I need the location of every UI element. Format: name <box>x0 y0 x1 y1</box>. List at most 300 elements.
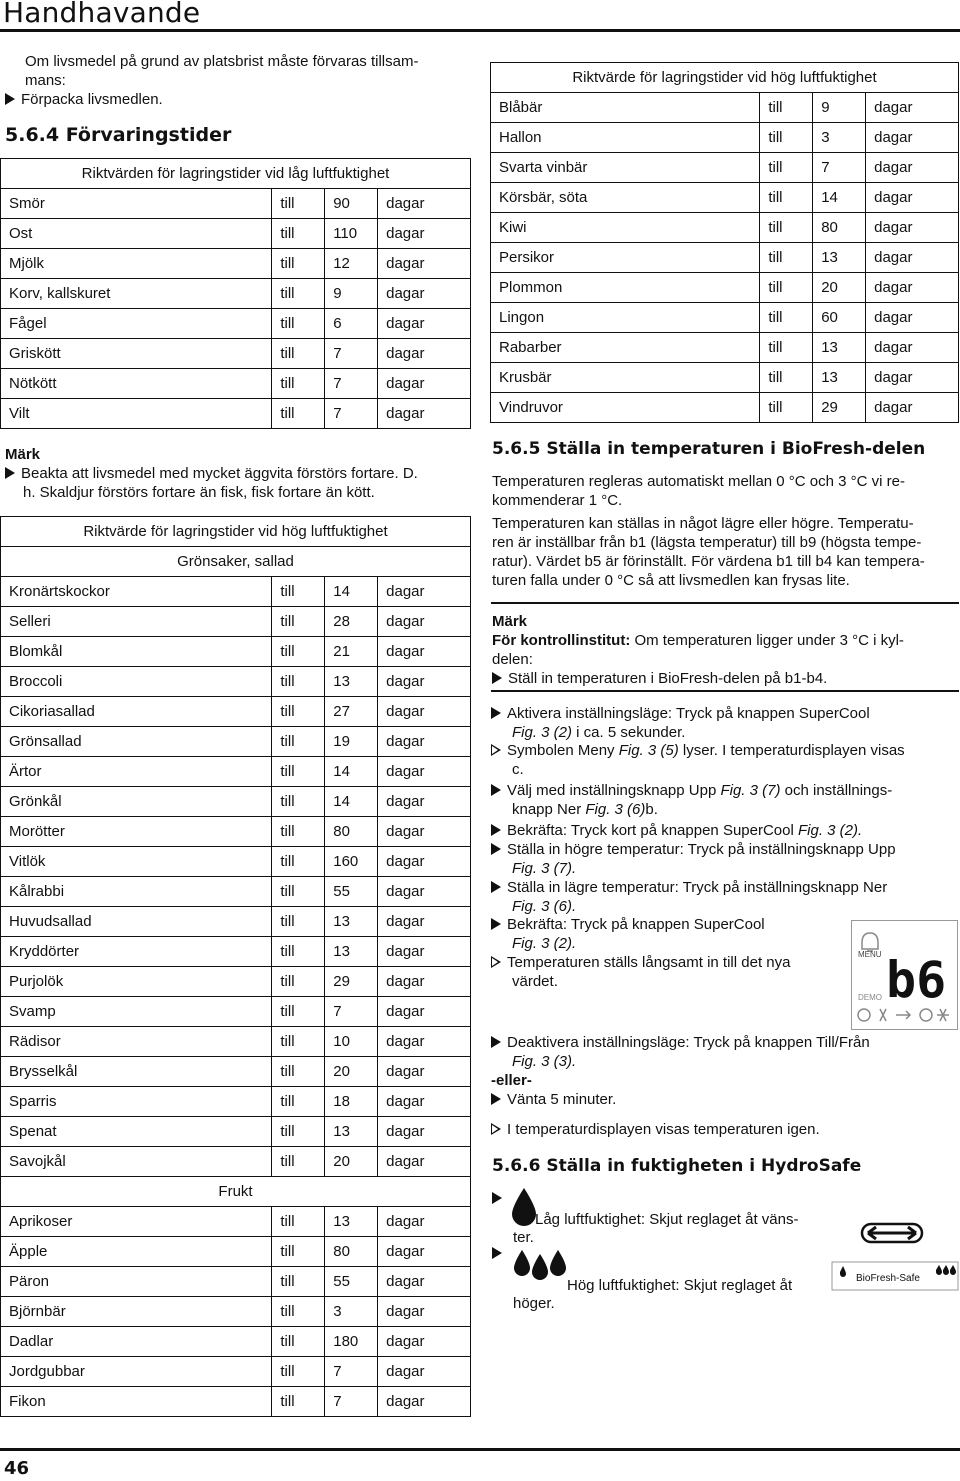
table-row <box>1 697 471 727</box>
cell-till: till <box>760 363 813 393</box>
display-menu-label: MENU <box>858 950 882 959</box>
cell-name: Grönsallad <box>1 727 272 757</box>
cell-till: till <box>760 303 813 333</box>
cell-num: 13 <box>325 1117 378 1147</box>
step-text: knapp Ner <box>512 801 586 818</box>
cell-name: Äpple <box>1 1237 272 1267</box>
cell-till: till <box>272 1207 325 1237</box>
cell-name: Brysselkål <box>1 1057 272 1087</box>
cell-name: Purjolök <box>1 967 272 997</box>
intro-text <box>25 52 475 90</box>
cell-name: Vindruvor <box>491 393 760 423</box>
cell-name: Fikon <box>1 1387 272 1417</box>
section-title-566: 5.6.6 Ställa in fuktigheten i HydroSafe <box>492 1156 862 1176</box>
table-row <box>1 1207 471 1237</box>
cell-num: 3 <box>325 1297 378 1327</box>
header-rule <box>0 29 960 32</box>
low-table-title: Riktvärden för lagringstider vid låg luftfuktighet <box>1 159 471 189</box>
berry-table-title: Riktvärde för lagringstider vid hög luftfuktighet <box>491 63 959 93</box>
cell-till: till <box>272 219 325 249</box>
cell-unit: dagar <box>378 1237 471 1267</box>
cell-unit: dagar <box>866 243 959 273</box>
table-row <box>491 333 959 363</box>
step-text: Temperaturen ställs långsamt in till det nya <box>507 954 791 971</box>
cell-till: till <box>272 1267 325 1297</box>
action-arrow-icon <box>492 672 502 684</box>
step-text: Symbolen Meny <box>507 742 619 759</box>
cell-num: 13 <box>813 363 866 393</box>
table-row <box>1 907 471 937</box>
display-value: b6 <box>886 951 947 1009</box>
s565-p1-line: kommenderar 1 °C. <box>492 492 623 509</box>
cell-till: till <box>272 1297 325 1327</box>
cell-num: 20 <box>813 273 866 303</box>
cell-name: Morötter <box>1 817 272 847</box>
cell-unit: dagar <box>378 967 471 997</box>
note-rest: Om temperaturen ligger under 3 °C i kyl- <box>630 632 904 649</box>
result-arrow-icon <box>491 956 501 968</box>
cell-num: 20 <box>325 1147 378 1177</box>
cell-till: till <box>272 1327 325 1357</box>
cell-till: till <box>272 309 325 339</box>
cell-name: Sparris <box>1 1087 272 1117</box>
cell-num: 20 <box>325 1057 378 1087</box>
fig-ref: Fig. 3 (6). <box>512 898 577 915</box>
cell-unit: dagar <box>378 757 471 787</box>
step-2 <box>491 741 959 779</box>
cell-name: Björnbär <box>1 1297 272 1327</box>
cell-name: Rabarber <box>491 333 760 363</box>
cell-name: Körsbär, söta <box>491 183 760 213</box>
table-row <box>1 607 471 637</box>
cell-unit: dagar <box>378 1117 471 1147</box>
cell-name: Kålrabbi <box>1 877 272 907</box>
cell-num: 180 <box>325 1327 378 1357</box>
cell-name: Grönkål <box>1 787 272 817</box>
cell-num: 9 <box>325 279 378 309</box>
drop-icon <box>510 1186 538 1226</box>
cell-till: till <box>272 1057 325 1087</box>
cell-name: Ost <box>1 219 272 249</box>
cell-num: 7 <box>325 339 378 369</box>
table-row <box>1 877 471 907</box>
key-icon <box>896 1011 910 1019</box>
cell-unit: dagar <box>378 667 471 697</box>
cell-name: Selleri <box>1 607 272 637</box>
table-row <box>491 303 959 333</box>
cell-unit: dagar <box>866 183 959 213</box>
table-row <box>1 577 471 607</box>
s565-p2-line: turen falla under 0 °C så att livsmedlen kan frysas lite. <box>492 572 850 589</box>
table-row <box>1 1147 471 1177</box>
table-row <box>1 757 471 787</box>
cell-num: 55 <box>325 1267 378 1297</box>
cell-till: till <box>760 153 813 183</box>
cell-name: Hallon <box>491 123 760 153</box>
table-row <box>1 309 471 339</box>
cell-till: till <box>272 847 325 877</box>
cell-num: 27 <box>325 697 378 727</box>
cell-num: 80 <box>325 1237 378 1267</box>
cell-unit: dagar <box>378 1327 471 1357</box>
cell-num: 13 <box>813 333 866 363</box>
cell-unit: dagar <box>378 847 471 877</box>
step-5 <box>491 840 959 878</box>
step-text: Aktivera inställningsläge: Tryck på knappen SuperCool <box>507 705 870 722</box>
cell-till: till <box>760 123 813 153</box>
s565-p2-line: ratur). Värdet b5 är förinställt. För värdena b1 till b4 kan tempera- <box>492 553 925 570</box>
cell-unit: dagar <box>378 877 471 907</box>
cell-unit: dagar <box>866 393 959 423</box>
cell-till: till <box>272 339 325 369</box>
fig-ref: Fig. 3 (2). <box>797 822 863 839</box>
at-icon <box>920 1009 932 1021</box>
intro-action <box>5 90 163 109</box>
cell-unit: dagar <box>378 339 471 369</box>
cell-name: Mjölk <box>1 249 272 279</box>
cell-till: till <box>272 907 325 937</box>
cell-num: 3 <box>813 123 866 153</box>
cell-name: Svamp <box>1 997 272 1027</box>
cell-name: Kronärtskockor <box>1 577 272 607</box>
cell-till: till <box>272 249 325 279</box>
cell-till: till <box>760 273 813 303</box>
cell-num: 6 <box>325 309 378 339</box>
cell-num: 12 <box>325 249 378 279</box>
table-row <box>1 1267 471 1297</box>
step-10 <box>491 1090 959 1109</box>
cell-till: till <box>272 937 325 967</box>
cell-name: Kryddörter <box>1 937 272 967</box>
cell-till: till <box>272 1237 325 1267</box>
table-row <box>1 339 471 369</box>
table-row <box>1 369 471 399</box>
action-arrow-icon <box>491 881 501 893</box>
cell-num: 14 <box>325 787 378 817</box>
table-row <box>1 1117 471 1147</box>
cell-num: 21 <box>325 637 378 667</box>
note-bold: För kontrollinstitut: <box>492 632 631 649</box>
cell-unit: dagar <box>378 1207 471 1237</box>
table-row <box>491 153 959 183</box>
cell-num: 14 <box>325 757 378 787</box>
step-3 <box>491 781 959 819</box>
note-label: Märk <box>5 446 41 463</box>
page-title: Handhavande <box>3 0 201 29</box>
fig-ref: Fig. 3 (6) <box>585 801 646 818</box>
action-arrow-icon <box>491 824 501 836</box>
cell-num: 13 <box>813 243 866 273</box>
high-humidity-text-2: höger. <box>513 1295 555 1312</box>
step-text: Bekräfta: Tryck på knappen SuperCool <box>507 916 765 933</box>
action-arrow-icon <box>5 93 15 105</box>
cell-num: 7 <box>813 153 866 183</box>
cell-till: till <box>760 393 813 423</box>
s565-para-2 <box>492 514 960 590</box>
cell-num: 13 <box>325 1207 378 1237</box>
cell-name: Lingon <box>491 303 760 333</box>
low-humidity-line: Låg luftfuktighet: Skjut reglaget åt väns- <box>535 1211 799 1228</box>
cell-unit: dagar <box>378 577 471 607</box>
cell-name: Korv, kallskuret <box>1 279 272 309</box>
slider-label: BioFresh-Safe <box>856 1273 920 1284</box>
cell-till: till <box>272 189 325 219</box>
cell-till: till <box>760 213 813 243</box>
action-arrow-icon <box>491 1036 501 1048</box>
cell-till: till <box>272 667 325 697</box>
s565-para-1 <box>492 472 960 510</box>
step-text: I temperaturdisplayen visas temperaturen igen. <box>507 1121 820 1138</box>
cell-num: 14 <box>813 183 866 213</box>
snow-icon <box>937 1009 949 1021</box>
table-row <box>1 727 471 757</box>
cell-till: till <box>272 997 325 1027</box>
veg-subheader: Grönsaker, sallad <box>1 547 471 577</box>
table-subheader-row <box>1 1177 471 1207</box>
or-text: -eller- <box>491 1072 532 1089</box>
cell-unit: dagar <box>378 997 471 1027</box>
table-row <box>1 637 471 667</box>
cell-till: till <box>272 1027 325 1057</box>
intro-line-1: Om livsmedel på grund av platsbrist måste förvaras tillsam- <box>25 53 419 70</box>
cell-till: till <box>272 577 325 607</box>
cell-till: till <box>272 1087 325 1117</box>
cell-num: 29 <box>325 967 378 997</box>
result-arrow-icon <box>491 1123 501 1135</box>
fig-ref: Fig. 3 (5) <box>618 742 679 759</box>
cell-name: Krusbär <box>491 363 760 393</box>
step-11 <box>491 1120 959 1139</box>
cell-unit: dagar <box>378 219 471 249</box>
action-arrow-icon <box>491 918 501 930</box>
table-row <box>1 967 471 997</box>
step-8 <box>491 953 851 991</box>
cell-num: 7 <box>325 1357 378 1387</box>
cell-num: 55 <box>325 877 378 907</box>
high-table-title: Riktvärde för lagringstider vid hög luftfuktighet <box>1 517 471 547</box>
s565-p2-line: Temperaturen kan ställas in något lägre eller högre. Temperatu- <box>492 515 914 532</box>
step-text: Vänta 5 minuter. <box>507 1091 617 1108</box>
cell-name: Vilt <box>1 399 272 429</box>
cell-till: till <box>272 967 325 997</box>
cell-till: till <box>272 757 325 787</box>
cell-unit: dagar <box>866 273 959 303</box>
cell-name: Vitlök <box>1 847 272 877</box>
cell-num: 7 <box>325 399 378 429</box>
table-row <box>1 787 471 817</box>
cell-unit: dagar <box>866 123 959 153</box>
cell-unit: dagar <box>866 303 959 333</box>
action-arrow-icon <box>491 843 501 855</box>
step-text: Bekräfta: Tryck kort på knappen SuperCool <box>507 822 798 839</box>
note-right-text <box>492 631 960 688</box>
cell-num: 19 <box>325 727 378 757</box>
cell-unit: dagar <box>378 1267 471 1297</box>
table-subheader-row <box>1 547 471 577</box>
cell-name: Smör <box>1 189 272 219</box>
cell-num: 60 <box>813 303 866 333</box>
hydrosafe-slider <box>830 1216 960 1296</box>
note-line2: delen: <box>492 651 533 668</box>
table-row <box>491 273 959 303</box>
footer-rule <box>0 1448 960 1451</box>
cell-num: 80 <box>813 213 866 243</box>
cell-unit: dagar <box>378 1387 471 1417</box>
display-svg <box>852 921 957 1029</box>
cell-till: till <box>272 607 325 637</box>
step-text: värdet. <box>512 973 558 990</box>
cell-num: 160 <box>325 847 378 877</box>
cell-till: till <box>272 697 325 727</box>
cell-num: 90 <box>325 189 378 219</box>
cell-unit: dagar <box>378 399 471 429</box>
table-header-row <box>1 517 471 547</box>
table-row <box>1 219 471 249</box>
table-row <box>1 817 471 847</box>
cell-unit: dagar <box>378 309 471 339</box>
cell-unit: dagar <box>378 637 471 667</box>
table-row <box>1 847 471 877</box>
cell-till: till <box>272 369 325 399</box>
step-text: Välj med inställningsknapp Upp <box>507 782 721 799</box>
cell-name: Savojkål <box>1 1147 272 1177</box>
cell-unit: dagar <box>866 153 959 183</box>
cell-till: till <box>272 877 325 907</box>
table-row <box>491 213 959 243</box>
cell-name: Aprikoser <box>1 1207 272 1237</box>
cell-name: Cikoriasallad <box>1 697 272 727</box>
result-arrow-icon <box>491 744 501 756</box>
step-7 <box>491 915 851 953</box>
cell-unit: dagar <box>378 1297 471 1327</box>
action-arrow-icon <box>491 784 501 796</box>
fig-ref: Fig. 3 (2) <box>512 724 573 741</box>
cell-unit: dagar <box>378 817 471 847</box>
cell-name: Blomkål <box>1 637 272 667</box>
step-text: och inställnings- <box>780 782 893 799</box>
step-4 <box>491 821 959 840</box>
cell-till: till <box>760 333 813 363</box>
step-1 <box>491 704 959 742</box>
step-9 <box>491 1033 959 1071</box>
berry-table <box>490 62 959 423</box>
intro-line-2: mans: <box>25 72 66 89</box>
cell-unit: dagar <box>378 1087 471 1117</box>
note-rule-bottom <box>491 690 959 692</box>
cell-unit: dagar <box>378 189 471 219</box>
fig-ref: Fig. 3 (7) <box>720 782 781 799</box>
note-action: Ställ in temperaturen i BioFresh-delen på b1-b4. <box>508 670 828 687</box>
cell-unit: dagar <box>378 1057 471 1087</box>
cell-till: till <box>272 727 325 757</box>
cell-num: 7 <box>325 369 378 399</box>
step-text: Ställa in högre temperatur: Tryck på inställningsknapp Upp <box>507 841 896 858</box>
table-row <box>1 1297 471 1327</box>
cell-name: Plommon <box>491 273 760 303</box>
table-row <box>491 93 959 123</box>
cell-till: till <box>760 183 813 213</box>
table-row <box>1 279 471 309</box>
fig-ref: Fig. 3 (7). <box>512 860 577 877</box>
cell-unit: dagar <box>378 937 471 967</box>
section-title-564: 5.6.4 Förvaringstider <box>5 124 232 146</box>
fig-ref: Fig. 3 (3). <box>512 1053 577 1070</box>
cell-num: 80 <box>325 817 378 847</box>
table-header-row <box>491 63 959 93</box>
cell-unit: dagar <box>378 1357 471 1387</box>
cell-till: till <box>272 1387 325 1417</box>
cell-name: Kiwi <box>491 213 760 243</box>
cell-till: till <box>272 1147 325 1177</box>
section-title-565: 5.6.5 Ställa in temperaturen i BioFresh-delen <box>492 439 926 459</box>
page-number: 46 <box>4 1458 30 1479</box>
cell-till: till <box>272 279 325 309</box>
table-row <box>1 1027 471 1057</box>
cell-num: 28 <box>325 607 378 637</box>
table-row <box>1 1357 471 1387</box>
high-humidity-table <box>0 516 471 1417</box>
cell-till: till <box>760 93 813 123</box>
bell-icon <box>862 933 878 951</box>
table-row <box>1 1087 471 1117</box>
cell-till: till <box>272 1117 325 1147</box>
cell-num: 13 <box>325 667 378 697</box>
note-label-right: Märk <box>492 613 528 630</box>
cell-name: Ärtor <box>1 757 272 787</box>
cell-unit: dagar <box>378 607 471 637</box>
table-row <box>1 667 471 697</box>
low-humidity-text-2: ter. <box>513 1229 534 1246</box>
cell-name: Fågel <box>1 309 272 339</box>
cell-unit: dagar <box>378 369 471 399</box>
table-header-row <box>1 159 471 189</box>
high-humidity-text: Hög luftfuktighet: Skjut reglaget åt <box>567 1277 793 1294</box>
table-row <box>491 123 959 153</box>
cell-till: till <box>272 1357 325 1387</box>
table-row <box>1 1237 471 1267</box>
cell-unit: dagar <box>866 363 959 393</box>
low-humidity-arrow-icon <box>492 1190 508 1207</box>
step-text: Ställa in lägre temperatur: Tryck på inställningsknapp Ner <box>507 879 888 896</box>
display-demo-label: DEMO <box>858 993 882 1002</box>
action-arrow-icon <box>5 467 15 479</box>
table-row <box>1 1327 471 1357</box>
table-row <box>1 249 471 279</box>
cell-name: Spenat <box>1 1117 272 1147</box>
cell-name: Svarta vinbär <box>491 153 760 183</box>
step-text: Deaktivera inställningsläge: Tryck på knappen Till/Från <box>507 1034 870 1051</box>
cell-unit: dagar <box>378 1027 471 1057</box>
cell-name: Jordgubbar <box>1 1357 272 1387</box>
table-row <box>1 1387 471 1417</box>
step-text: c. <box>512 761 524 778</box>
action-arrow-icon <box>491 707 501 719</box>
table-row <box>1 937 471 967</box>
note-text <box>5 464 475 502</box>
cell-till: till <box>272 817 325 847</box>
note-rule-top <box>491 602 959 604</box>
cell-till: till <box>760 243 813 273</box>
cell-name: Broccoli <box>1 667 272 697</box>
cell-num: 13 <box>325 907 378 937</box>
cell-name: Persikor <box>491 243 760 273</box>
cell-till: till <box>272 787 325 817</box>
step-text: lyser. I temperaturdisplayen visas <box>678 742 905 759</box>
cell-num: 18 <box>325 1087 378 1117</box>
cell-num: 14 <box>325 577 378 607</box>
temperature-display <box>851 920 958 1030</box>
table-row <box>491 363 959 393</box>
